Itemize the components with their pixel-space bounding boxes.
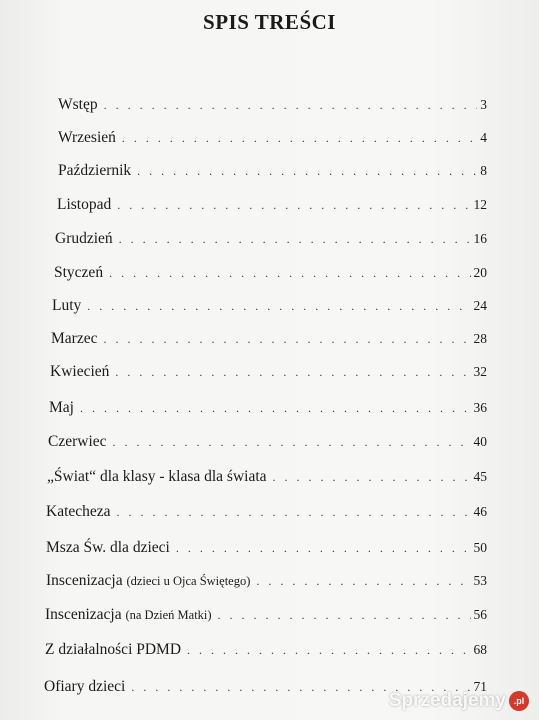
toc-entry-page: 45 [473,469,487,484]
toc-entry [47,468,487,486]
toc-entry-note: (dzieci u Ojca Świętego) [126,574,251,588]
dot-leader [117,198,470,213]
toc-entry-page: 20 [473,265,487,280]
toc-entry-label: Maj [49,399,74,416]
toc-entry [52,297,487,315]
toc-entry-page: 68 [473,642,487,657]
dot-leader [218,608,471,623]
dot-leader [119,232,471,247]
toc-entry [50,363,487,381]
dot-leader [137,164,477,179]
watermark [389,690,529,712]
toc-entry-label: Listopad [57,196,112,213]
dot-leader [256,574,470,589]
dot-leader [117,505,471,520]
dot-leader [273,470,471,485]
toc-entry-page: 3 [480,97,487,112]
watermark-badge-icon: .pl [509,691,529,711]
dot-leader [187,643,470,658]
toc-entry-title: Inscenizacja [46,572,123,589]
toc-entry-label: Katecheza [46,503,111,520]
toc-entry [48,433,487,451]
page-title: SPIS TREŚCI [203,10,336,34]
toc-entry-page: 71 [473,679,487,694]
toc-entry [58,96,487,114]
toc-entry-label: Czerwiec [48,433,107,450]
dot-leader [113,435,471,450]
toc-entry-page: 24 [473,298,487,313]
toc-entry-page: 46 [473,504,487,519]
toc-entry [45,641,487,659]
dot-leader [103,332,470,347]
toc-entry-label [45,606,212,624]
toc-entry-page: 36 [473,400,487,415]
toc-entry-page: 4 [480,130,487,145]
toc-entry-page: 56 [473,607,487,622]
toc-entry-page: 50 [473,540,487,555]
dot-leader [109,266,470,281]
toc-entry-label: Wstęp [58,96,98,113]
toc-entry [55,230,487,248]
toc-entry [57,196,487,214]
toc-entry-label: Kwiecień [50,363,110,380]
dot-leader [104,98,478,113]
toc-entry-label: Styczeń [54,264,104,281]
toc-entry-label: Ofiary dzieci [44,678,126,695]
toc-entry [46,572,487,590]
toc-entry-page: 28 [473,331,487,346]
toc-entry [46,503,487,521]
toc-entry-page: 40 [473,434,487,449]
toc-entry-page: 16 [473,231,487,246]
toc-entry [46,539,487,557]
toc-entry [58,129,487,147]
dot-leader [115,365,470,380]
toc-entry-label: Marzec [51,330,98,347]
toc-entry-title: Inscenizacja [45,606,122,623]
dot-leader [122,131,477,146]
toc-entry [54,264,487,282]
toc-entry [58,162,487,180]
toc-entry-page: 53 [473,573,487,588]
toc-entry-label [46,572,250,590]
dot-leader [87,299,470,314]
toc-entry-note: (na Dzień Matki) [125,608,212,622]
toc-entry-label: Z działalności PDMD [45,641,182,658]
toc-entry-page: 8 [480,163,487,178]
toc-entry-label: Msza Św. dla dzieci [46,539,170,556]
toc-entry [51,330,487,348]
dot-leader [176,541,471,556]
dot-leader [80,401,471,416]
toc-entry-label: „Świat“ dla klasy - klasa dla świata [47,468,267,485]
toc-entry-label: Październik [58,162,132,179]
toc-entry [45,606,487,624]
toc-entry-label: Wrzesień [58,129,116,146]
toc-entry-label: Grudzień [55,230,113,247]
toc-entry-page: 12 [473,197,487,212]
toc-entry-label: Luty [52,297,82,314]
toc-entry-page: 32 [473,364,487,379]
watermark-text: Sprzedajemy [388,690,506,711]
toc-entry [49,399,487,417]
